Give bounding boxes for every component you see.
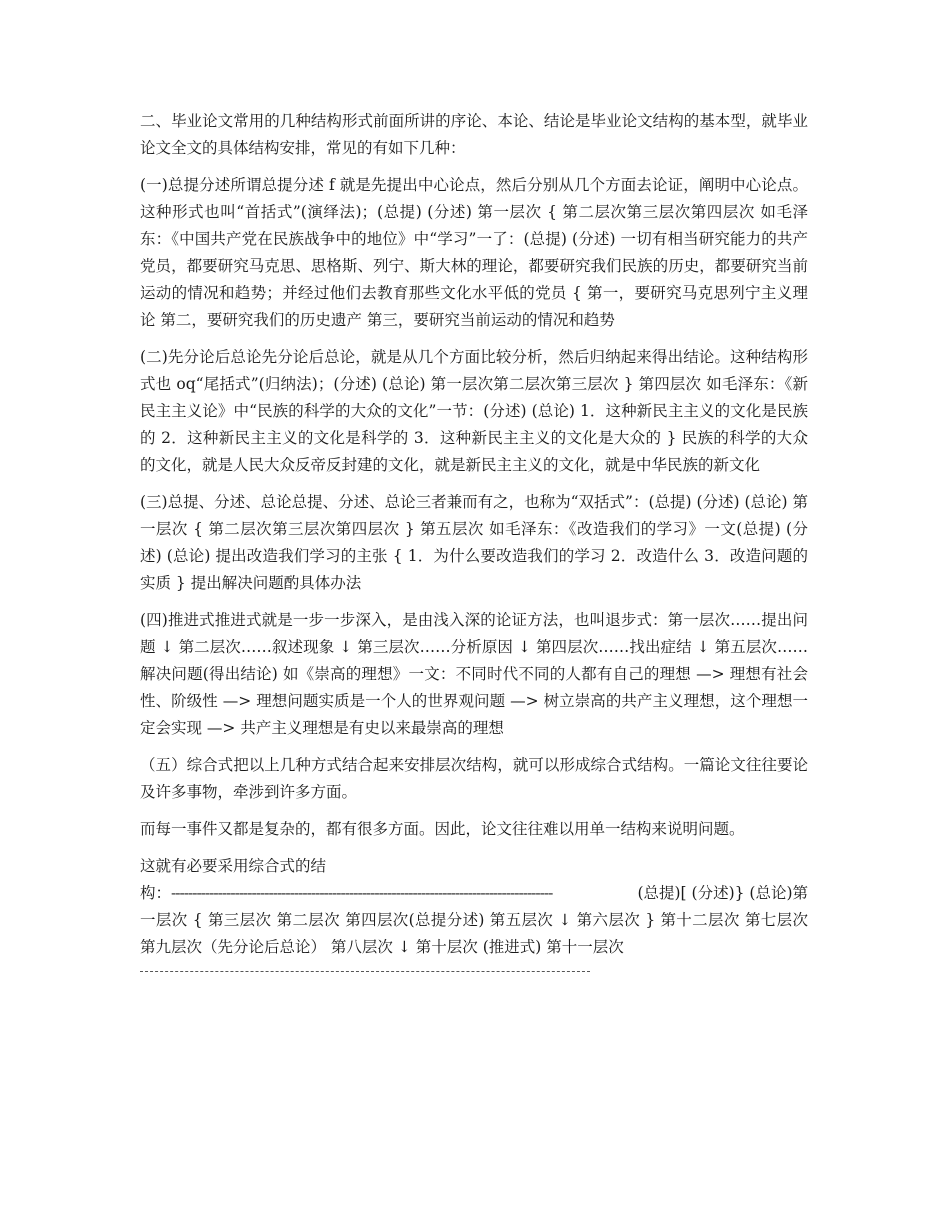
composite-line-2-prefix: 构： xyxy=(140,884,172,902)
dashed-divider xyxy=(140,971,590,973)
document-page xyxy=(140,108,808,981)
composite-line-2-suffix: (总提)[ (分述)} (总论)第 xyxy=(637,884,808,902)
paragraph-intro: 二、毕业论文常用的几种结构形式前面所讲的序论、本论、结论是毕业论文结构的基本型，就毕业论文全文的具体结构安排，常见的有如下几种： xyxy=(140,112,808,157)
paragraph-composite-structure xyxy=(140,853,808,973)
paragraph-section-3: (三)总提、分述、总论总提、分述、总论三者兼而有之，也称为“双括式”：(总提) (分述) (总论) 第一层次 { 第二层次第三层次第四层次 } 第五层次 如毛泽东：《改造我们的学习》一文(总提) (分述) (总论) 提出改造我们学习的主张 { 1．为什么要改造我们的学习 2．改造什么 3．改造问题的实质 } 提出解决问题酌具体办法 xyxy=(140,493,809,592)
composite-line-1: 这就有必要采用综合式的结 xyxy=(140,857,327,875)
paragraph-section-5: （五）综合式把以上几种方式结合起来安排层次结构，就可以形成综合式结构。一篇论文往往要论及许多事物，牵涉到许多方面。 xyxy=(140,756,808,801)
paragraph-section-2: (二)先分论后总论先分论后总论，就是从几个方面比较分析，然后归纳起来得出结论。这种结构形式也 oq“尾括式”(归纳法)；(分述) (总论) 第一层次第二层次第三层次 } 第四层次 如毛泽东：《新民主主义论》中“民族的科学的大众的文化”一节：(分述) (总论) 1．这种新民主主义的文化是民族的 2．这种新民主主义的文化是科学的 3．这种新民主主义的文化是大众的 } 民族的科学的大众的文化，就是人民大众反帝反封建的文化，就是新民主主义的文化，就是中华民族的新文化 xyxy=(140,348,808,474)
composite-line-2 xyxy=(140,880,808,907)
paragraph-complexity: 而每一事件又都是复杂的，都有很多方面。因此，论文往往难以用单一结构来说明问题。 xyxy=(140,820,745,838)
paragraph-section-1: (一)总提分述所谓总提分述 f 就是先提出中心论点，然后分别从几个方面去论证，阐明中心论点。这种形式也叫“首括式”(演绎法)；(总提) (分述) 第一层次 { 第二层次第三层次第四层次 如毛泽东：《中国共产党在民族战争中的地位》中“学习”一了：(总提) (分述) 一切有相当研究能力的共产党员，都要研究马克思、思格斯、列宁、斯大林的理论，都要研究我们民族的历史，都要研究当前运动的情况和趋势；并经过他们去教育那些文化水平低的党员 { 第一，要研究马克思列宁主义理论 第二，要研究我们的历史遗产 第三，要研究当前运动的情况和趋势 xyxy=(140,176,808,329)
composite-dashes: ------------------------------------------------------------------------------------------ xyxy=(171,884,553,902)
paragraph-section-4: (四)推进式推进式就是一步一步深入，是由浅入深的论证方法，也叫退步式：第一层次……提出问题 ↓ 第二层次……叙述现象 ↓ 第三层次……分析原因 ↓ 第四层次……找出症结 ↓ 第五层次……解决问题(得出结论) 如《崇高的理想》一文：不同时代不同的人都有自己的理想 —> 理想有社会性、阶级性 —> 理想问题实质是一个人的世界观问题 —> 树立崇高的共产主义理想，这个理想一定会实现 —> 共产主义理想是有史以来最崇高的理想 xyxy=(140,611,808,737)
composite-rest: 一层次 { 第三层次 第二层次 第四层次(总提分述) 第五层次 ↓ 第六层次 } 第十二层次 第七层次 第九层次（先分论后总论） 第八层次 ↓ 第十层次 (推进式) 第十一层次 xyxy=(140,911,808,956)
